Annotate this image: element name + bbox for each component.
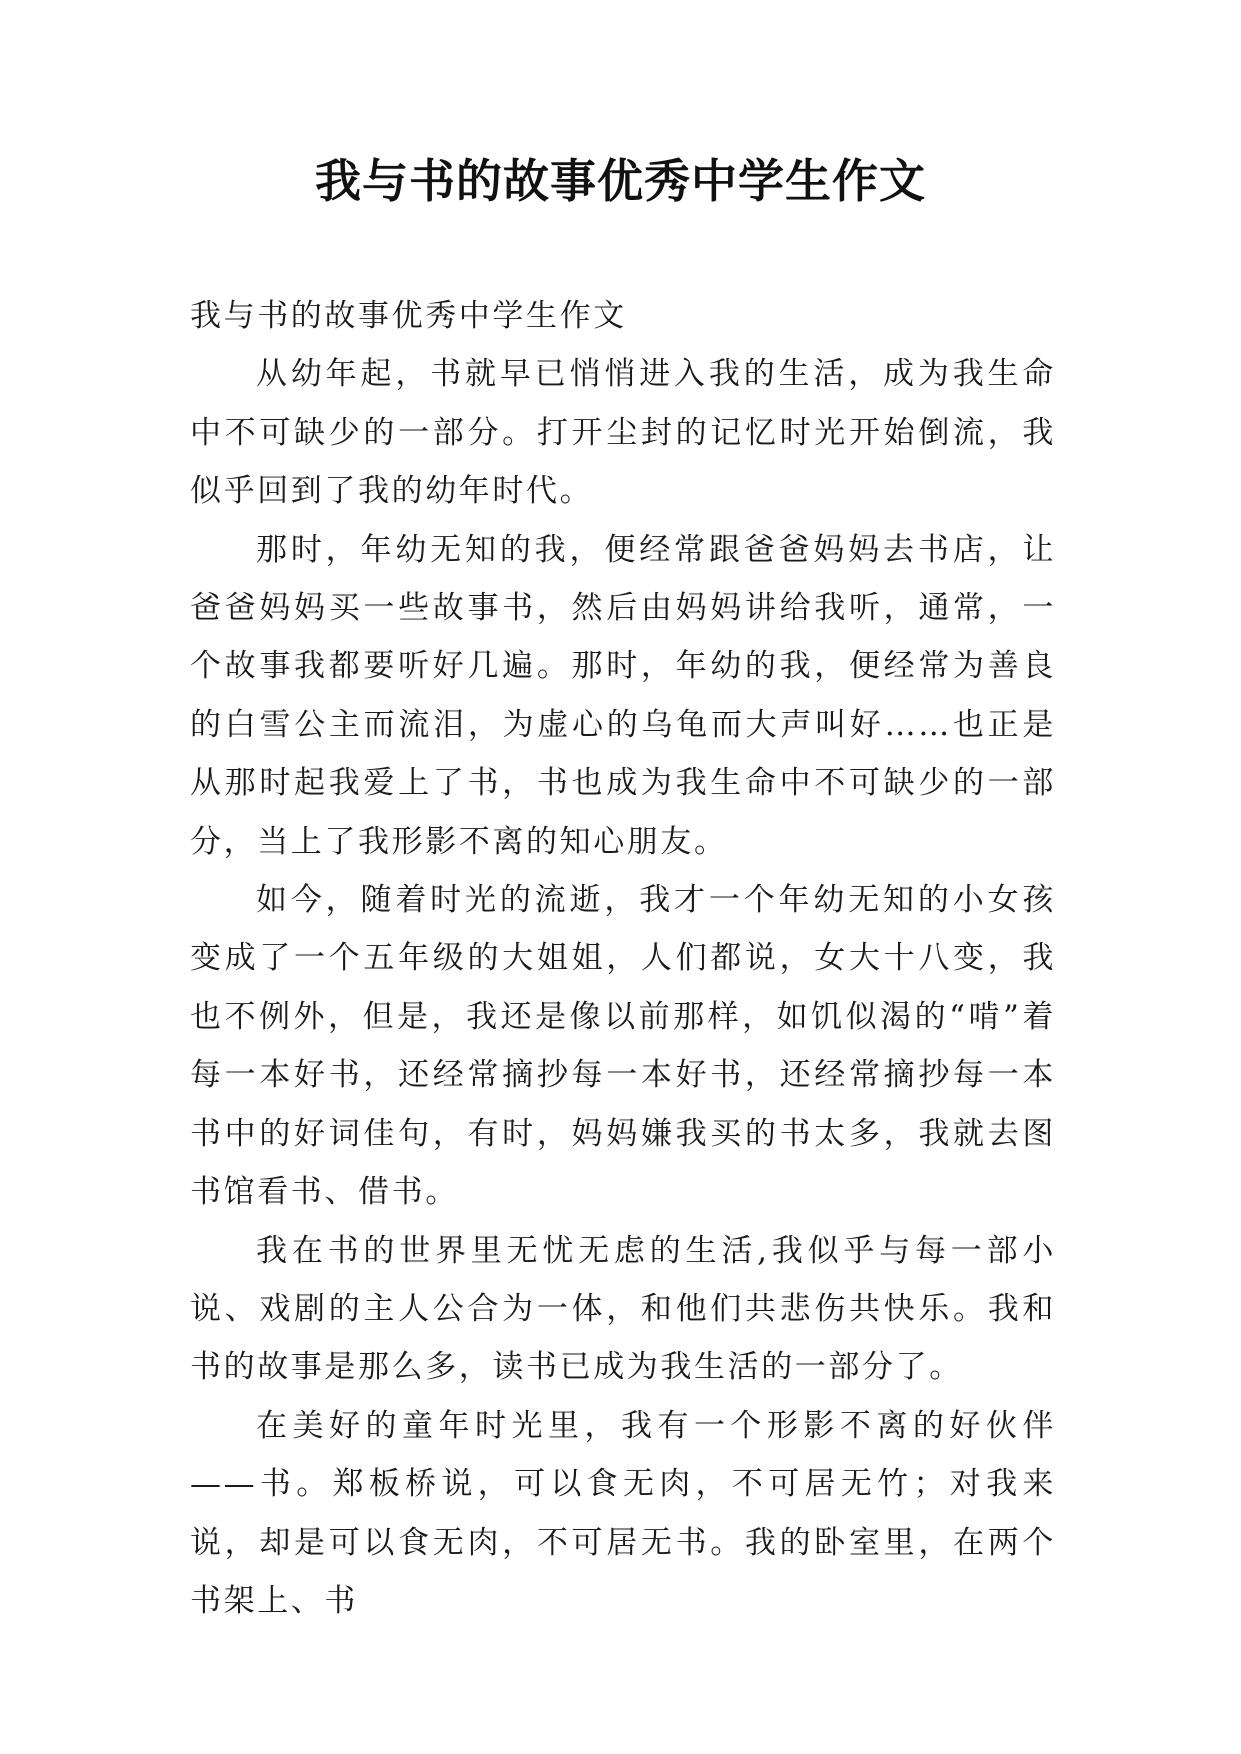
paragraph-5: 在美好的童年时光里，我有一个形影不离的好伙伴——书。郑板桥说，可以食无肉，不可居无竹；对我来说，却是可以食无肉，不可居无书。我的卧室里，在两个书架上、书 (190, 1407, 1056, 1619)
paragraph-4: 我在书的世界里无忧无虑的生活,我似乎与每一部小说、戏剧的主人公合为一体，和他们共悲伤共快乐。我和书的故事是那么多，读书已成为我生活的一部分了。 (190, 1232, 1056, 1386)
paragraph-3: 如今，随着时光的流逝，我才一个年幼无知的小女孩变成了一个五年级的大姐姐，人们都说，女大十八变，我也不例外，但是，我还是像以前那样，如饥似渴的“啃”着每一本好书，还经常摘抄每一本好书，还经常摘抄每一本书中的好词佳句，有时，妈妈嫌我买的书太多，我就去图书馆看书、借书。 (190, 882, 1056, 1211)
document-title: 我与书的故事优秀中学生作文 (315, 154, 926, 208)
paragraph-1: 从幼年起，书就早已悄悄进入我的生活，成为我生命中不可缺少的一部分。打开尘封的记忆时光开始倒流，我似乎回到了我的幼年时代。 (190, 356, 1056, 510)
paragraph-2: 那时，年幼无知的我，便经常跟爸爸妈妈去书店，让爸爸妈妈买一些故事书，然后由妈妈讲给我听，通常，一个故事我都要听好几遍。那时，年幼的我，便经常为善良的白雪公主而流泪，为虚心的乌龟而大声叫好……也正是从那时起我爱上了书，书也成为我生命中不可缺少的一部分，当上了我形影不离的知心朋友。 (190, 531, 1056, 860)
document-body (190, 287, 1056, 1630)
document-subtitle: 我与书的故事优秀中学生作文 (190, 298, 627, 334)
